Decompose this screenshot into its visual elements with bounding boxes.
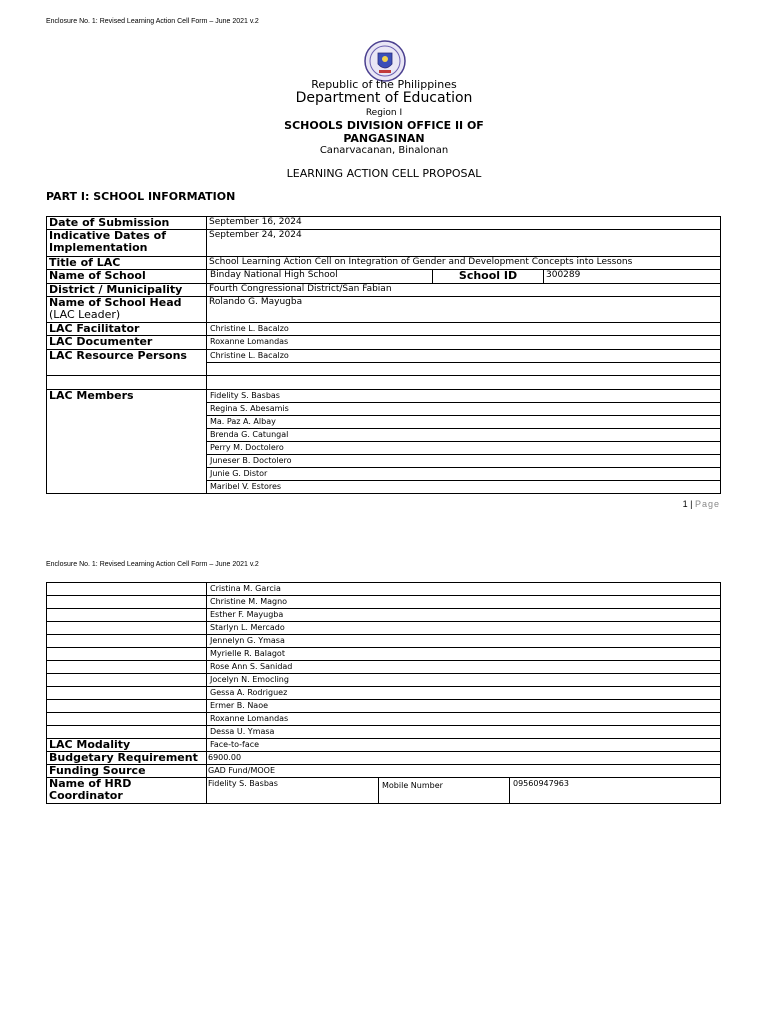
member-row: Juneser B. Doctolero [207, 455, 721, 468]
member-row: Ermer B. Naoe [207, 700, 721, 713]
member-row: Brenda G. Catungal [207, 429, 721, 442]
indicative-dates-label: Indicative Dates of Implementation [47, 230, 207, 257]
empty-label-cell [47, 726, 207, 739]
empty-label-cell [47, 596, 207, 609]
school-head-value: Rolando G. Mayugba [207, 297, 721, 323]
budgetary-requirement-value: 6900.00 [207, 752, 721, 765]
district-value: Fourth Congressional District/San Fabian [207, 284, 721, 297]
member-row: Ma. Paz A. Albay [207, 416, 721, 429]
empty-label-cell [47, 661, 207, 674]
school-id-label: School ID [433, 270, 544, 284]
school-info-table-continued [46, 582, 721, 804]
empty-label-cell [47, 583, 207, 596]
member-row: Jocelyn N. Emocling [207, 674, 721, 687]
member-row: Esther F. Mayugba [207, 609, 721, 622]
republic-text: Republic of the Philippines [311, 78, 457, 91]
school-head-label: Name of School Head (LAC Leader) [47, 297, 207, 323]
name-of-school-value: Binday National High School [207, 270, 433, 284]
location-text: Canarvacanan, Binalonan [319, 145, 449, 156]
hrd-coordinator-value: Fidelity S. Basbas [207, 778, 379, 804]
member-row: Myrielle R. Balagot [207, 648, 721, 661]
member-row: Dessa U. Ymasa [207, 726, 721, 739]
empty-label-cell [47, 700, 207, 713]
funding-source-label: Funding Source [47, 765, 207, 778]
title-of-lac-value: School Learning Action Cell on Integration of Gender and Development Concepts into Lessons [207, 257, 721, 270]
empty-label-cell [47, 713, 207, 726]
division-line-1: SCHOOLS DIVISION OFFICE II OF [284, 119, 484, 132]
department-title: Department of Education [295, 90, 473, 106]
school-id-value: 300289 [544, 270, 721, 284]
empty-value-cell [207, 376, 721, 390]
lac-facilitator-value: Christine L. Bacalzo [207, 323, 721, 336]
enclosure-note: Enclosure No. 1: Revised Learning Action Cell Form – June 2021 v.2 [46, 18, 259, 25]
part-title: PART I: SCHOOL INFORMATION [46, 190, 236, 203]
member-row: Junie G. Distor [207, 468, 721, 481]
mobile-number-value: 09560947963 [510, 778, 721, 804]
division-line-2: PANGASINAN [343, 132, 425, 145]
member-row: Jennelyn G. Ymasa [207, 635, 721, 648]
member-row: Christine M. Magno [207, 596, 721, 609]
member-row: Regina S. Abesamis [207, 403, 721, 416]
name-of-school-label: Name of School [47, 270, 207, 284]
lac-documenter-value: Roxanne Lomandas [207, 336, 721, 350]
lac-resource-person-empty [207, 363, 721, 376]
title-of-lac-label: Title of LAC [47, 257, 207, 270]
lac-resource-person-value: Christine L. Bacalzo [207, 350, 721, 363]
empty-label-cell [47, 622, 207, 635]
lac-modality-label: LAC Modality [47, 739, 207, 752]
lac-members-label: LAC Members [47, 390, 207, 494]
member-row: Maribel V. Estores [207, 481, 721, 494]
date-of-submission-value: September 16, 2024 [207, 217, 721, 230]
member-row: Starlyn L. Mercado [207, 622, 721, 635]
indicative-dates-value: September 24, 2024 [207, 230, 721, 257]
deped-seal-icon [364, 40, 406, 82]
empty-label-cell [47, 635, 207, 648]
page-number: 1 | Page [682, 499, 720, 509]
mobile-number-label: Mobile Number [379, 778, 510, 804]
enclosure-note-page2: Enclosure No. 1: Revised Learning Action Cell Form – June 2021 v.2 [46, 561, 259, 568]
region-text: Region I [365, 108, 403, 118]
empty-label-cell [47, 609, 207, 622]
empty-label-cell [47, 687, 207, 700]
lac-modality-value: Face-to-face [207, 739, 721, 752]
empty-label-cell [47, 648, 207, 661]
division-title [0, 119, 768, 145]
empty-label-cell [47, 674, 207, 687]
member-row: Roxanne Lomandas [207, 713, 721, 726]
member-row: Fidelity S. Basbas [207, 390, 721, 403]
budgetary-requirement-label: Budgetary Requirement [47, 752, 207, 765]
member-row: Cristina M. Garcia [207, 583, 721, 596]
lac-facilitator-label: LAC Facilitator [47, 323, 207, 336]
member-row: Perry M. Doctolero [207, 442, 721, 455]
funding-source-value: GAD Fund/MOOE [207, 765, 721, 778]
member-row: Gessa A. Rodriguez [207, 687, 721, 700]
lac-resource-persons-label: LAC Resource Persons [47, 350, 207, 376]
lac-documenter-label: LAC Documenter [47, 336, 207, 350]
hrd-coordinator-label: Name of HRD Coordinator [47, 778, 207, 804]
district-label: District / Municipality [47, 284, 207, 297]
empty-label-cell [47, 376, 207, 390]
proposal-title: LEARNING ACTION CELL PROPOSAL [286, 167, 482, 180]
date-of-submission-label: Date of Submission [47, 217, 207, 230]
member-row: Rose Ann S. Sanidad [207, 661, 721, 674]
school-info-table [46, 216, 721, 494]
